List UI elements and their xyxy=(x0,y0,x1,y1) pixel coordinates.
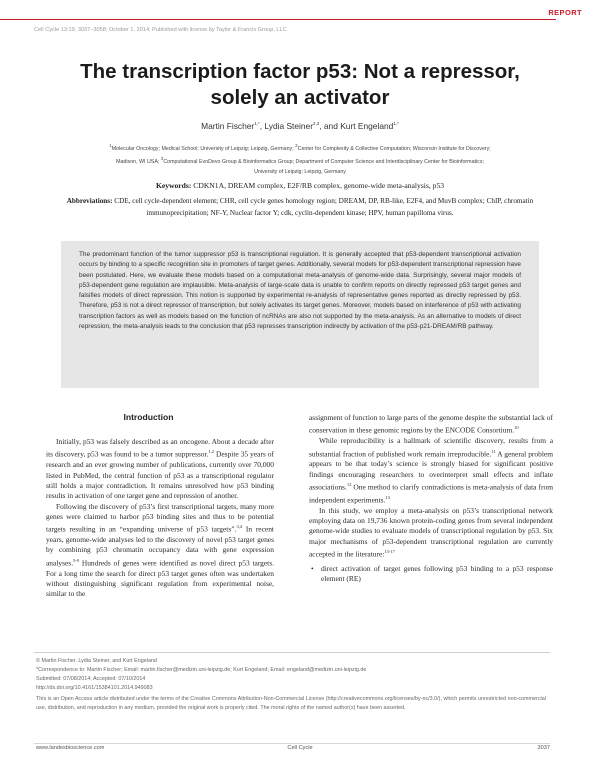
ref-13-17[interactable]: 13-17 xyxy=(384,549,395,555)
keywords xyxy=(0,181,600,190)
intro-paragraph-2 xyxy=(46,502,274,600)
left-column xyxy=(46,437,274,600)
r2-text: While reproducibility is a hallmark of scientific discovery, results from a substantial fraction of published work remain irreproducible. xyxy=(309,436,553,458)
abbreviations xyxy=(58,196,542,219)
journal-name: Cell Cycle xyxy=(287,745,313,751)
ref-13[interactable]: 13 xyxy=(385,494,390,500)
abstract-text: The predominant function of the tumor suppressor p53 is transcriptional regulation. It is generally accepted that p53-dependent transcriptional activation occurs by binding to a specific recognition site in promoters of target genes. Additionally, several models for p53-dependent transcriptional repression have been postulated. Here, we evaluate these models based on a computational meta-analysis of genome-wide data. Surprisingly, several major models of p53-dependent gene regulation are implausible. Meta-analysis of large-scale data is unable to confirm reports on directly repressed p53 target genes and falsifies models of direct repression. This notion is supported by experimental re-analysis of representative genes reported as directly repressed by p53. Therefore, p53 is not a direct repressor of transcription, but solely activates its target genes. Moreover, models based on interference of p53 with activating transcription factors as well as models based on the function of ncRNAs are also not supported by the meta-analysis. As an alternative to models of direct repression, the meta-analysis leads to the conclusion that p53 represses transcription indirectly by activation of the p53-p21-DREAM/RB pathway. xyxy=(79,251,521,330)
footnotes xyxy=(36,657,556,714)
title-line-2: solely an activator xyxy=(210,86,390,109)
title-line-1: The transcription factor p53: Not a repressor, xyxy=(80,60,520,83)
intro-paragraph-3 xyxy=(309,413,553,436)
author-list: Martin Fischer$^{1,*}$, Lydia Steiner$^{2,3}$, and Kurt Engeland$^{1,*}$ xyxy=(201,121,399,131)
abbreviations-label: Abbreviations: xyxy=(66,197,113,205)
list-item xyxy=(309,564,553,585)
citation-line: Cell Cycle 13:19, 3037–3058; October 1, 2014; Published with license by Taylor & Francis Group, LLC xyxy=(34,27,287,33)
ref-5-9[interactable]: 5-9 xyxy=(73,557,80,563)
author-3[interactable]: Kurt Engeland xyxy=(340,121,394,131)
p2b-text: In recent years, genome-wide analyses led to the discovery of novel p53 target genes by combining p53 chromatin occupancy data with gene expression analyses. xyxy=(46,524,274,568)
article-title xyxy=(40,59,560,111)
keywords-label: Keywords: xyxy=(155,181,192,190)
affil-line-1b: Center for Complexity & Collective Computation; Wisconsin Institute for Discovery; xyxy=(297,145,491,152)
submission-dates: Submitted: 07/08/2014; Accepted: 07/10/2014 xyxy=(36,676,146,683)
introduction-heading: Introduction xyxy=(123,412,174,422)
affil-sup-3: 3 xyxy=(160,156,164,162)
author-2-sup: 2,3 xyxy=(312,121,320,127)
intro-paragraph-5 xyxy=(309,506,553,560)
footer-rule xyxy=(34,743,550,744)
r2b-text: A general problem appears to be that today’s science is strongly biased for significant positive findings encouraging researchers to overinterpret small effects and inflate associations. xyxy=(309,449,553,492)
page-number: 3037 xyxy=(537,745,550,751)
ref-11[interactable]: 11 xyxy=(491,448,496,454)
author-2[interactable]: Lydia Steiner xyxy=(264,121,313,131)
ref-3-4[interactable]: 3,4 xyxy=(236,524,243,530)
ref-12[interactable]: 12 xyxy=(346,482,352,488)
intro-paragraph-4 xyxy=(309,436,553,506)
license-text: This is an Open Access article distributed under the terms of the Creative Commons Attribution-Non-Commercial License (http://creativecommons.org/licenses/by-nc/3.0/), which permits unrestricted non-commercial use, distribution, and reproduction in any medium, provided the original work is properly cited. The moral rights of the named author(s) have been asserted. xyxy=(36,696,546,712)
right-column xyxy=(309,413,553,585)
keywords-text: CDKN1A, DREAM complex, E2F/RB complex, genome-wide meta-analysis, p53 xyxy=(191,181,445,190)
website-link[interactable]: www.landesbioscience.com xyxy=(36,745,105,751)
mechanism-list xyxy=(309,564,553,585)
affil-line-3: University of Leipzig; Leipzig, Germany xyxy=(254,168,346,175)
author-1-sup: 1,* xyxy=(254,121,260,127)
ref-1-2[interactable]: 1,2 xyxy=(208,449,215,455)
header-rule xyxy=(0,19,556,20)
affil-line-2b: Computational EvoDevo Group & Bioinformatics Group; Department of Computer Science and Interdisciplinary Center for Bioinformatics; xyxy=(163,159,484,166)
correspondence-line[interactable]: *Correspondence to: Martin Fischer; Email: martin.fischer@medizin.uni-leipzig.de; Kurt Engeland; Email: engeland@medizin.uni-leipzig.de xyxy=(36,667,367,674)
abbreviations-text: CDE, cell cycle-dependent element; CHR, cell cycle genes homology region; DREAM, DP, RB-like, E2F4, and MuvB complex; ChIP, chromatin immunoprecipitation; NF-Y, Nuclear factor Y; cdk, cyclin-dependent kinase; HPV, human papilloma virus. xyxy=(112,197,534,217)
affil-sup-1: 1 xyxy=(109,143,112,148)
affil-sup-2: 2 xyxy=(295,143,298,148)
p1b-text: Despite 35 years of research and an ever growing number of publications, currently over 70,000 listed in PubMed, the central function of p53 as a transcriptional regulator still holds a major contradiction. It remains unresolved how p53 binding results in activation of one target gene and repression of another. xyxy=(46,449,274,501)
intro-paragraph-1 xyxy=(46,437,274,502)
bullet-1-text: direct activation of target genes following p53 binding to a p53 response element (RE) xyxy=(321,563,553,584)
affil-line-1: Molecular Oncology; Medical School; University of Leipzig; Leipzig, Germany; xyxy=(111,145,296,152)
doi-link[interactable]: http://dx.doi.org/10.4161/15384101.2014.949083 xyxy=(36,685,153,692)
report-tag: REPORT xyxy=(548,8,582,17)
affiliations xyxy=(70,141,530,177)
r3-text: In this study, we employ a meta-analysis on p53’s transcriptional network employing data on 19,736 known protein-coding genes from several independent genome-wide studies to evaluate models of transcriptional regulation by p53. Six major mechanisms of p53-dependent transcriptional regulation are currently accepted in the literature: xyxy=(309,505,553,559)
author-1[interactable]: Martin Fischer xyxy=(201,121,255,131)
affil-line-2: Madison, WI USA; xyxy=(116,159,161,166)
copyright-line: © Martin Fischer, Lydia Steiner, and Kurt Engeland xyxy=(36,658,157,664)
p2-text: Following the discovery of p53’s first transcriptional targets, many more genes were claimed to harbor p53 binding sites and thus to be potential targets resulting in an “expanding universe of p53 targets”. xyxy=(46,501,274,534)
p1-text: Initially, p53 was falsely described as an oncogene. About a decade after its discovery, p53 was found to be a tumor suppressor. xyxy=(46,437,274,459)
ref-10[interactable]: 10 xyxy=(514,425,519,431)
bullet-icon: • xyxy=(311,563,314,573)
footnote-divider xyxy=(34,652,550,653)
author-3-sup: 1,* xyxy=(393,121,399,127)
r1-text: assignment of function to large parts of the genome despite the substantial lack of conservation in these genomic regions by the ENCODE Consortium. xyxy=(309,413,553,435)
p2c-text: Hundreds of genes were identified as novel direct p53 targets. For a long time the search for direct p53 target genes often was undertaken without distinguishing significant regulation from experimental noise, similar to the xyxy=(46,558,274,599)
r2c-text: One method to clarify contradictions is meta-analysis of data from independent experiments. xyxy=(309,482,553,505)
